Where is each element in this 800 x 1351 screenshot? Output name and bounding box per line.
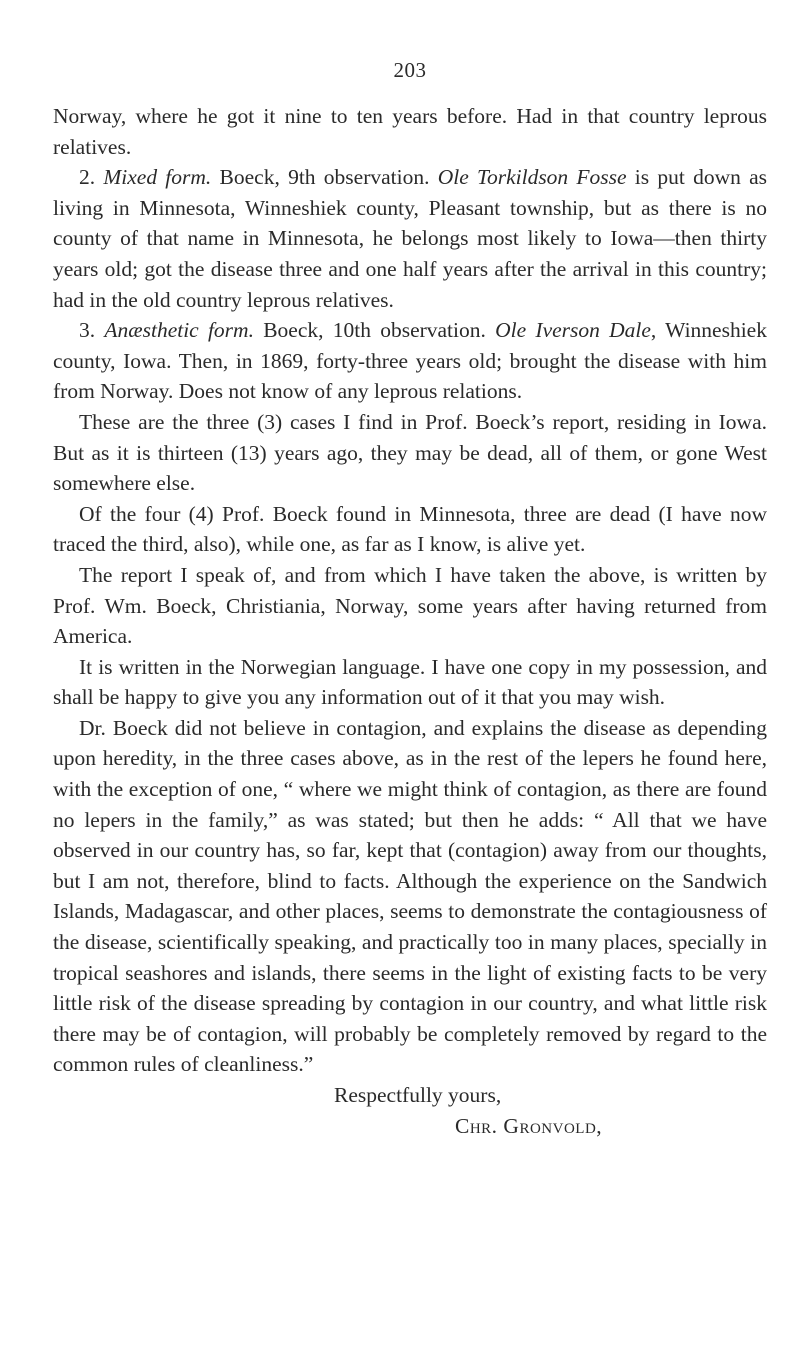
paragraph-case-3: 3. Anæsthetic form. Boeck, 10th observation. Ole Iverson Dale, Winneshiek county, Iowa. Then, in 1869, forty-three years old; brought the disease with him from Norway. Does not know of any leprous relations. xyxy=(53,318,767,404)
case-form: Mixed form. xyxy=(103,165,212,190)
paragraph-case-2: 2. Mixed form. Boeck, 9th observation. Ole Torkildson Fosse is put down as living in Minnesota, Winneshiek county, Pleasant township, but as there is no county of that name in Minnesota, he belongs most likely to Iowa—then thirty years old; got the disease three and one half years after the arrival in this country; had in the old country leprous relatives. xyxy=(53,165,767,312)
paragraph: These are the three (3) cases I find in Prof. Boeck’s report, residing in Iowa. But as it is thirteen (13) years ago, they may be dead, all of them, or gone West somewhere else. xyxy=(53,409,767,496)
page-number: 203 xyxy=(393,58,427,82)
paragraph: The report I speak of, and from which I have taken the above, is written by Prof. Wm. Boeck, Christiania, Norway, some years after having returned from America. xyxy=(53,562,767,649)
case-number: 2. xyxy=(79,165,104,190)
case-form: Anæsthetic form. xyxy=(104,318,254,343)
signature-name: Chr. Gronvold, xyxy=(455,1113,603,1138)
patient-name: Ole Iverson Dale xyxy=(495,318,651,343)
paragraph: Of the four (4) Prof. Boeck found in Minnesota, three are dead (I have now traced the third, also), while one, as far as I know, is alive yet. xyxy=(53,501,767,557)
body-text xyxy=(53,101,767,1141)
signature-block xyxy=(53,1080,767,1141)
paragraph: It is written in the Norwegian language. I have one copy in my possession, and shall be happy to give you any information out of it that you may wish. xyxy=(53,654,767,710)
patient-name: Ole Torkildson Fosse xyxy=(437,165,627,190)
paragraph-continuation: Norway, where he got it nine to ten years before. Had in that country leprous relatives. xyxy=(53,104,767,159)
case-number: 3. xyxy=(79,318,105,343)
signature-closing: Respectfully yours, xyxy=(334,1083,502,1107)
paragraph: Dr. Boeck did not believe in contagion, and explains the disease as depending upon heredity, in the three cases above, as in the rest of the lepers he found here, with the exception of one, “ where we might think of contagion, as there are found no lepers in the family,” as was stated; but then he adds: “ All that we have observed in our country has, so far, kept that (contagion) away from our thoughts, but I am not, therefore, blind to facts. Although the experience on the Sandwich Islands, Madagascar, and other places, seems to demonstrate the contagiousness of the disease, scientifically speaking, and practically too in many places, specially in tropical seashores and islands, there seems in the light of existing facts to be very little risk of the disease spreading by contagion in our country, and what little risk there may be of contagion, will probably be completely removed by regard to the common rules of cleanliness.” xyxy=(53,715,767,1077)
